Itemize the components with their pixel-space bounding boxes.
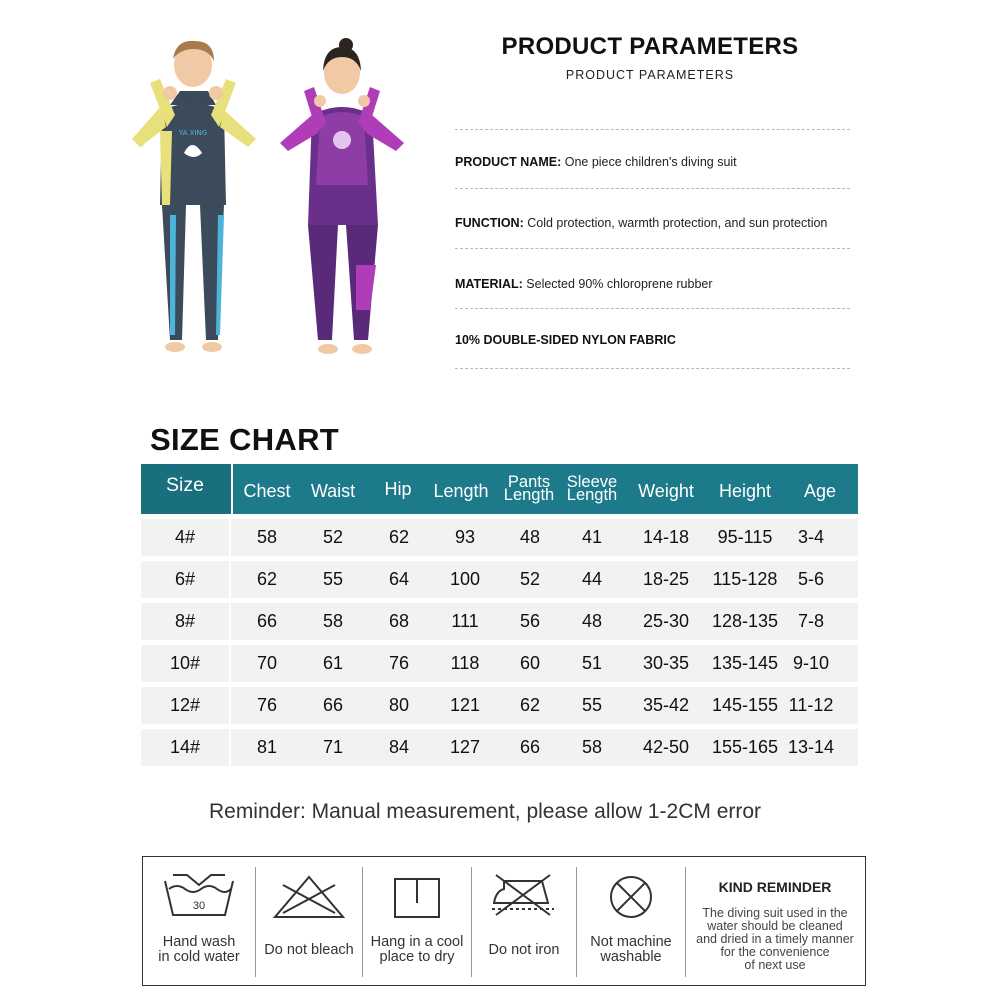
header-age: Age <box>803 481 837 501</box>
cell-size: 4# <box>141 519 231 556</box>
param-value: One piece children's diving suit <box>561 155 737 169</box>
cell-age: 7-8 <box>797 611 824 631</box>
header-sleeve-length <box>561 464 623 514</box>
cell-height: 128-135 <box>711 611 779 631</box>
cell-length: 100 <box>449 569 481 589</box>
wash-temperature: 30 <box>192 900 206 912</box>
caption-line: in cold water <box>158 949 240 965</box>
reminder-line: water should be cleaned <box>707 919 843 933</box>
kind-reminder-text <box>686 907 864 972</box>
care-no-machine-wash <box>577 857 685 987</box>
caption-line: place to dry <box>379 949 455 965</box>
svg-text:YA XING: YA XING <box>178 129 208 137</box>
product-parameters-subtitle: PRODUCT PARAMETERS <box>565 68 735 82</box>
caption-line: Do not bleach <box>264 942 354 958</box>
header-line: Pants <box>507 473 551 491</box>
reminder-line: The diving suit used in the <box>702 906 848 920</box>
cell-chest: 70 <box>256 653 278 673</box>
cell-hip: 62 <box>388 527 410 547</box>
caption-line: Do not iron <box>488 942 560 958</box>
caption-line: Not machine <box>590 934 672 950</box>
reminder-line: for the convenience <box>720 945 830 959</box>
header-pants-length <box>499 464 559 514</box>
cell-chest: 76 <box>256 695 278 715</box>
cell-length: 111 <box>451 611 479 631</box>
no-machine-wash-icon <box>577 871 685 923</box>
cell-hip: 84 <box>388 737 410 757</box>
girl-figure <box>280 38 404 354</box>
care-caption <box>472 943 576 958</box>
care-do-not-bleach <box>256 857 362 987</box>
cell-height: 135-145 <box>711 653 779 673</box>
cell-hip: 76 <box>388 653 410 673</box>
table-row <box>141 561 858 598</box>
do-not-bleach-icon <box>256 871 362 923</box>
cell-pants-length: 66 <box>519 737 541 757</box>
cell-chest: 62 <box>256 569 278 589</box>
cell-pants-length: 60 <box>519 653 541 673</box>
cell-sleeve-length: 48 <box>581 611 603 631</box>
cell-sleeve-length: 58 <box>581 737 603 757</box>
cell-length: 118 <box>450 653 480 673</box>
kind-reminder <box>686 857 864 987</box>
cell-waist: 71 <box>322 737 344 757</box>
header-hip: Hip <box>384 479 412 499</box>
cell-chest: 81 <box>256 737 278 757</box>
table-body <box>141 519 858 766</box>
hang-dry-icon <box>363 871 471 923</box>
header-weight: Weight <box>638 481 694 501</box>
care-hang-dry <box>363 857 471 987</box>
cell-chest: 58 <box>256 527 278 547</box>
param-label: PRODUCT NAME: <box>455 155 562 169</box>
cell-age: 13-14 <box>787 737 835 757</box>
do-not-iron-icon <box>472 871 576 923</box>
param-label: 10% DOUBLE-SIDED NYLON FABRIC <box>455 333 676 347</box>
cell-size: 6# <box>141 561 231 598</box>
header-length: Length <box>433 481 489 501</box>
cell-height: 95-115 <box>717 527 773 547</box>
cell-waist: 55 <box>322 569 344 589</box>
product-photo-kids <box>120 35 410 370</box>
param-function <box>455 216 827 230</box>
cell-pants-length: 48 <box>519 527 541 547</box>
table-row <box>141 729 858 766</box>
cell-sleeve-length: 51 <box>581 653 603 673</box>
cell-chest: 66 <box>256 611 278 631</box>
cell-length: 93 <box>454 527 476 547</box>
cell-weight: 18-25 <box>642 569 690 589</box>
cell-sleeve-length: 41 <box>581 527 603 547</box>
cell-weight: 35-42 <box>642 695 690 715</box>
cell-height: 145-155 <box>711 695 779 715</box>
care-do-not-iron <box>472 857 576 987</box>
measurement-reminder: Reminder: Manual measurement, please allow 1-2CM error <box>208 800 762 823</box>
caption-line: washable <box>600 949 662 965</box>
caption-line: Hang in a cool <box>370 934 464 950</box>
divider <box>455 188 850 189</box>
table-row <box>141 603 858 640</box>
cell-hip: 68 <box>388 611 410 631</box>
cell-length: 121 <box>449 695 481 715</box>
reminder-line: and dried in a timely manner <box>696 932 854 946</box>
cell-size: 14# <box>141 729 231 766</box>
cell-weight: 30-35 <box>642 653 690 673</box>
header-line: Sleeve <box>566 473 618 491</box>
divider <box>455 368 850 369</box>
cell-length: 127 <box>449 737 481 757</box>
care-caption <box>577 935 685 965</box>
table-row <box>141 645 858 682</box>
divider <box>455 129 850 130</box>
cell-pants-length: 62 <box>519 695 541 715</box>
param-value: Selected 90% chloroprene rubber <box>522 277 713 291</box>
table-header <box>141 464 858 514</box>
cell-height: 115-128 <box>712 569 778 589</box>
cell-waist: 52 <box>322 527 344 547</box>
boy-figure <box>132 41 256 352</box>
divider <box>455 308 850 309</box>
reminder-line: of next use <box>744 958 806 972</box>
table-row <box>141 687 858 724</box>
param-value: Cold protection, warmth protection, and sun protection <box>523 216 828 230</box>
cell-weight: 25-30 <box>642 611 690 631</box>
cell-height: 155-165 <box>711 737 779 757</box>
cell-waist: 66 <box>322 695 344 715</box>
header-waist: Waist <box>310 481 356 501</box>
header-line: Length <box>566 486 618 504</box>
cell-hip: 64 <box>388 569 410 589</box>
cell-size: 10# <box>141 645 231 682</box>
cell-sleeve-length: 55 <box>581 695 603 715</box>
param-label: MATERIAL: <box>455 277 523 291</box>
care-instructions-box <box>142 856 866 986</box>
cell-hip: 80 <box>388 695 410 715</box>
cell-pants-length: 56 <box>519 611 541 631</box>
cell-sleeve-length: 44 <box>581 569 603 589</box>
size-chart-title: SIZE CHART <box>150 422 339 457</box>
header-height: Height <box>718 481 772 501</box>
cell-age: 9-10 <box>792 653 830 673</box>
param-nylon <box>455 333 676 347</box>
cell-size: 8# <box>141 603 231 640</box>
hand-wash-icon <box>143 871 255 923</box>
cell-age: 11-12 <box>788 695 834 715</box>
caption-line: Hand wash <box>162 934 236 950</box>
header-line: Length <box>503 486 555 504</box>
cell-waist: 58 <box>322 611 344 631</box>
cell-weight: 14-18 <box>642 527 690 547</box>
cell-weight: 42-50 <box>642 737 690 757</box>
care-caption <box>143 935 255 965</box>
param-label: FUNCTION: <box>455 216 524 230</box>
header-size: Size <box>166 474 204 496</box>
cell-pants-length: 52 <box>519 569 541 589</box>
divider <box>455 248 850 249</box>
param-material <box>455 277 713 291</box>
cell-age: 3-4 <box>797 527 824 547</box>
cell-size: 12# <box>141 687 231 724</box>
care-caption <box>256 943 362 958</box>
kind-reminder-title: KIND REMINDER <box>718 879 832 895</box>
care-hand-wash <box>143 857 255 987</box>
header-chest: Chest <box>243 481 291 501</box>
size-chart-table <box>141 464 858 766</box>
param-product-name <box>455 155 737 169</box>
cell-age: 5-6 <box>797 569 824 589</box>
table-row <box>141 519 858 556</box>
product-parameters-title: PRODUCT PARAMETERS <box>501 33 799 60</box>
cell-waist: 61 <box>322 653 344 673</box>
care-caption <box>363 935 471 965</box>
